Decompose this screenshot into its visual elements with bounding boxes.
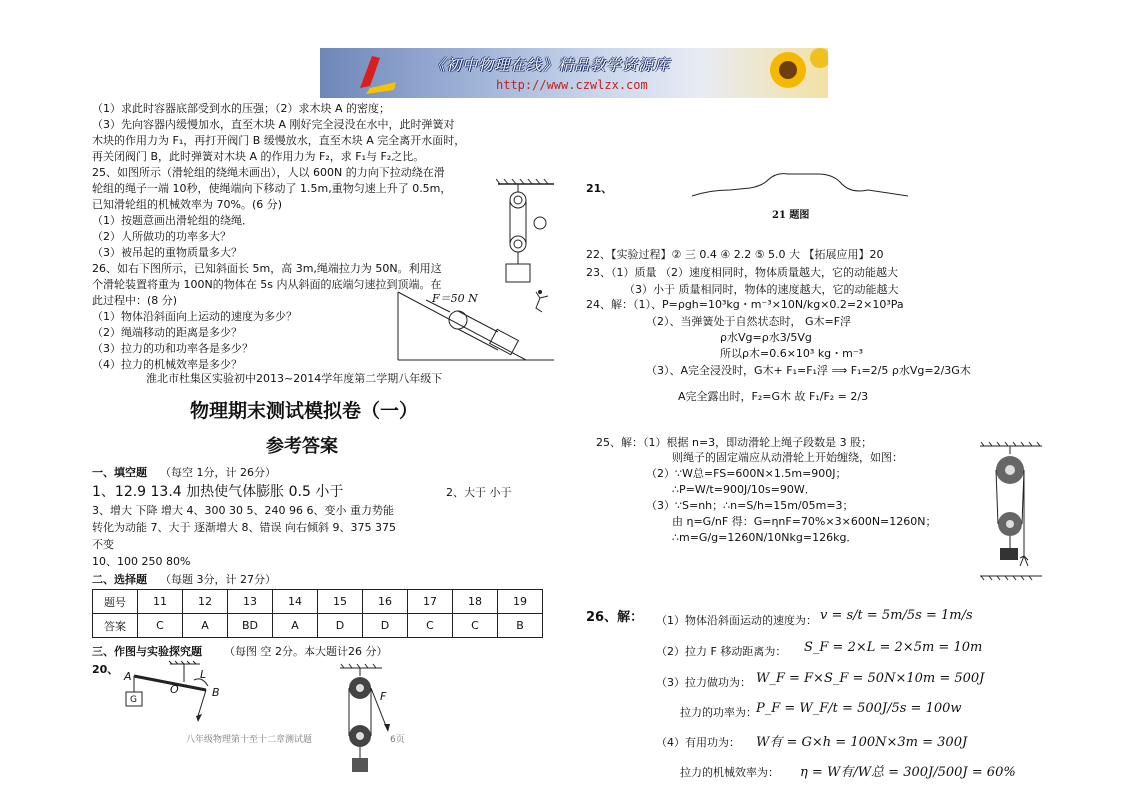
pulley-solution-diagram: [976, 440, 1046, 586]
q25-answer-2: 则绳子的固定端应从动滑轮上开始缠绕，如图：: [672, 451, 903, 464]
q26-step-3: （3）拉力做功为：: [656, 676, 751, 689]
q24-answer-4: 所以ρ木=0.6×10³ kg・m⁻³: [720, 347, 864, 360]
banner-image: [320, 48, 828, 98]
q25-answer-1: 25、解：（1）根据 n=3，即动滑轮上绳子段数是 3 股；: [596, 436, 873, 449]
q23-answer-2: （3）小于 质量相同时，物体的速度越大，它的动能越大: [624, 283, 899, 296]
fill-answer-2: 2、大于 小于: [446, 486, 512, 499]
section-3-note: （每图 空 2分。本大题计26 分）: [224, 645, 388, 658]
table-cell: BD: [228, 614, 273, 638]
q24-answer-6: A完全露出时，F₂=G木 故 F₁/F₂ = 2/3: [678, 390, 869, 403]
q23-answer-1: 23、（1）质量 （2）速度相同时，物体质量越大，它的动能越大: [586, 266, 898, 279]
q25-line-6: （3）被吊起的重物质量多大？: [92, 246, 242, 259]
q26-formula-6: η = W有/W总 = 300J/500J = 60%: [800, 765, 1016, 780]
table-cell: 18: [453, 590, 498, 614]
pulley-diagram: [496, 178, 556, 288]
q26-formula-1: v = s/t = 5m/5s = 1m/s: [820, 608, 973, 623]
fill-answer-5: 不变: [92, 538, 114, 551]
q26-formula-3: W_F = F×S_F = 50N×10m = 500J: [756, 671, 985, 686]
q25-answer-6: 由 η=G/nF 得：G=ηnF=70%×3×600N=1260N；: [672, 515, 937, 528]
lever-label-a: A: [124, 670, 132, 683]
q24-answer-3: ρ水Vg=ρ水3/5Vg: [720, 331, 812, 344]
banner-url: http://www.czwlzx.com: [496, 78, 648, 92]
q24-line-2: （3）先向容器内缓慢加水，直至木块 A 刚好完全浸没在水中，此时弹簧对: [92, 118, 455, 131]
q26-line-1: 26、如右下图所示，已知斜面长 5m，高 3m,绳端拉力为 50N。利用这: [92, 262, 442, 275]
table-cell: D: [318, 614, 363, 638]
q25-line-5: （2）人所做功的功率多大？: [92, 230, 231, 243]
q25-line-4: （1）按题意画出滑轮组的绕绳．: [92, 214, 253, 227]
table-row: [93, 614, 543, 638]
fill-answer-4: 转化为动能 7、大于 逐渐增大 8、错误 向右倾斜 9、375 375: [92, 521, 396, 534]
table-cell: A: [183, 614, 228, 638]
q25-answer-4: ∴P=W/t=900J/10s=90W．: [672, 483, 816, 496]
q25-answer-5: （3）∵S=nh；∴n=S/h=15m/05m=3；: [646, 499, 854, 512]
table-cell: 11: [138, 590, 183, 614]
q26-line-5: （2）绳端移动的距离是多少？: [92, 326, 242, 339]
fill-answer-3: 3、增大 下降 增大 4、300 30 5、240 96 6、变小 重力势能: [92, 504, 394, 517]
lever-label-b: B: [212, 686, 220, 699]
exam-title: 物理期末测试模拟卷（一）: [190, 400, 419, 422]
pulley-answer-diagram: [336, 662, 396, 777]
table-cell: C: [408, 614, 453, 638]
q25-answer-3: （2）∵W总=FS=600N×1.5m=900J；: [646, 467, 847, 480]
q24-line-4: 再关闭阀门 B，此时弹簧对木块 A 的作用力为 F₂，求 F₁与 F₂之比。: [92, 150, 425, 163]
q24-line-1: （1）求此时容器底部受到水的压强；（2）求木块 A 的密度；: [92, 102, 391, 115]
section-1-note: （每空 1分，计 26分）: [160, 466, 276, 479]
choice-answer-table: [92, 589, 543, 638]
table-cell: B: [498, 614, 543, 638]
table-cell: 14: [273, 590, 318, 614]
pulley-label-f: F: [380, 690, 387, 703]
table-cell: 12: [183, 590, 228, 614]
logo-icon: [350, 48, 410, 98]
footer-page: 6页: [390, 735, 405, 745]
fill-answer-6: 10、100 250 80%: [92, 555, 191, 568]
table-cell: 题号: [93, 590, 138, 614]
table-cell: 15: [318, 590, 363, 614]
q24-answer-1: 24、解：（1）、P=ρgh=10³kg・m⁻³×10N/kg×0.2=2×10³Pa: [586, 298, 904, 311]
q26-step-2: （2）拉力 F 移动距离为：: [656, 645, 787, 658]
lever-label-o: O: [170, 683, 179, 696]
q21-diagram: [690, 168, 912, 202]
table-cell: A: [273, 614, 318, 638]
school-line: 淮北市杜集区实验初中2013~2014学年度第二学期八年级下: [146, 372, 443, 385]
lever-label-l: L: [200, 668, 207, 681]
section-1-heading: 一、填空题: [92, 466, 147, 479]
sunflower-icon: [758, 48, 828, 98]
section-3-heading: 三、作图与实验探究题: [92, 645, 202, 658]
q26-step-5: （4）有用功为：: [656, 736, 740, 749]
q26-formula-4: P_F = W_F/t = 500J/5s = 100w: [756, 701, 962, 716]
q26-line-2: 个滑轮装置将重为 100N的物体在 5s 内从斜面的底端匀速拉到顶端。在: [92, 278, 442, 291]
q26-step-4: 拉力的功率为：: [680, 706, 757, 719]
q26-line-3: 此过程中：(8 分): [92, 294, 178, 307]
incline-force-label: F＝50 N: [432, 292, 478, 305]
table-head-row: [93, 590, 543, 614]
lever-label-g: G: [130, 695, 137, 705]
table-cell: 答案: [93, 614, 138, 638]
q26-step-6: 拉力的机械效率为：: [680, 766, 779, 779]
table-cell: D: [363, 614, 408, 638]
table-cell: 16: [363, 590, 408, 614]
table-cell: 17: [408, 590, 453, 614]
q20-label: 20、: [92, 663, 119, 676]
q26-formula-2: S_F = 2×L = 2×5m = 10m: [804, 640, 983, 655]
q25-line-2: 轮组的绳子一端 10秒，使绳端向下移动了 1.5m,重物匀速上升了 0.5m，: [92, 182, 452, 195]
table-cell: C: [138, 614, 183, 638]
table-cell: 13: [228, 590, 273, 614]
q26-line-4: （1）物体沿斜面向上运动的速度为多少？: [92, 310, 297, 323]
q26-heading: 26、解：: [586, 610, 644, 625]
section-2-note: （每题 3分，计 27分）: [160, 573, 276, 586]
q26-step-1: （1）物体沿斜面运动的速度为：: [656, 614, 817, 627]
q25-line-3: 已知滑轮组的机械效率为 70%。(6 分): [92, 198, 283, 211]
q26-line-7: （4）拉力的机械效率是多少？: [92, 358, 242, 371]
q21-caption: 21 题图: [772, 210, 810, 221]
table-cell: C: [453, 614, 498, 638]
answer-title: 参考答案: [266, 436, 338, 457]
fill-answer-1: 1、12.9 13.4 加热使气体膨胀 0.5 小于: [92, 484, 344, 500]
q25-answer-7: ∴m=G/g=1260N/10Nkg=126kg．: [672, 531, 858, 544]
table-cell: 19: [498, 590, 543, 614]
q24-line-3: 木块的作用力为 F₁，再打开阀门 B 缓慢放水，直至木块 A 完全离开水面时，: [92, 134, 466, 147]
footer-text: 八年级物理第十至十二章测试题: [186, 735, 313, 745]
q21-label: 21、: [586, 182, 613, 195]
q24-answer-5: （3）、A完全浸没时，G木+ F₁=F₁浮 ⟹ F₁=2/5 ρ水Vg=2/3G木: [646, 364, 971, 377]
q24-answer-2: （2）、当弹簧处于自然状态时， G木=F浮: [646, 315, 852, 328]
q22-answer: 22、【实验过程】② 三 0.4 ④ 2.2 ⑤ 5.0 大 【拓展应用】20: [586, 248, 884, 261]
banner-title: 《初中物理在线》精品教学资源库: [430, 56, 671, 74]
q25-line-1: 25、如图所示（滑轮组的绕绳未画出），人以 600N 的力向下拉动绕在滑: [92, 166, 445, 179]
q26-formula-5: W有 = G×h = 100N×3m = 300J: [756, 735, 968, 750]
q26-line-6: （3）拉力的功和功率各是多少？: [92, 342, 253, 355]
section-2-heading: 二、选择题: [92, 573, 147, 586]
